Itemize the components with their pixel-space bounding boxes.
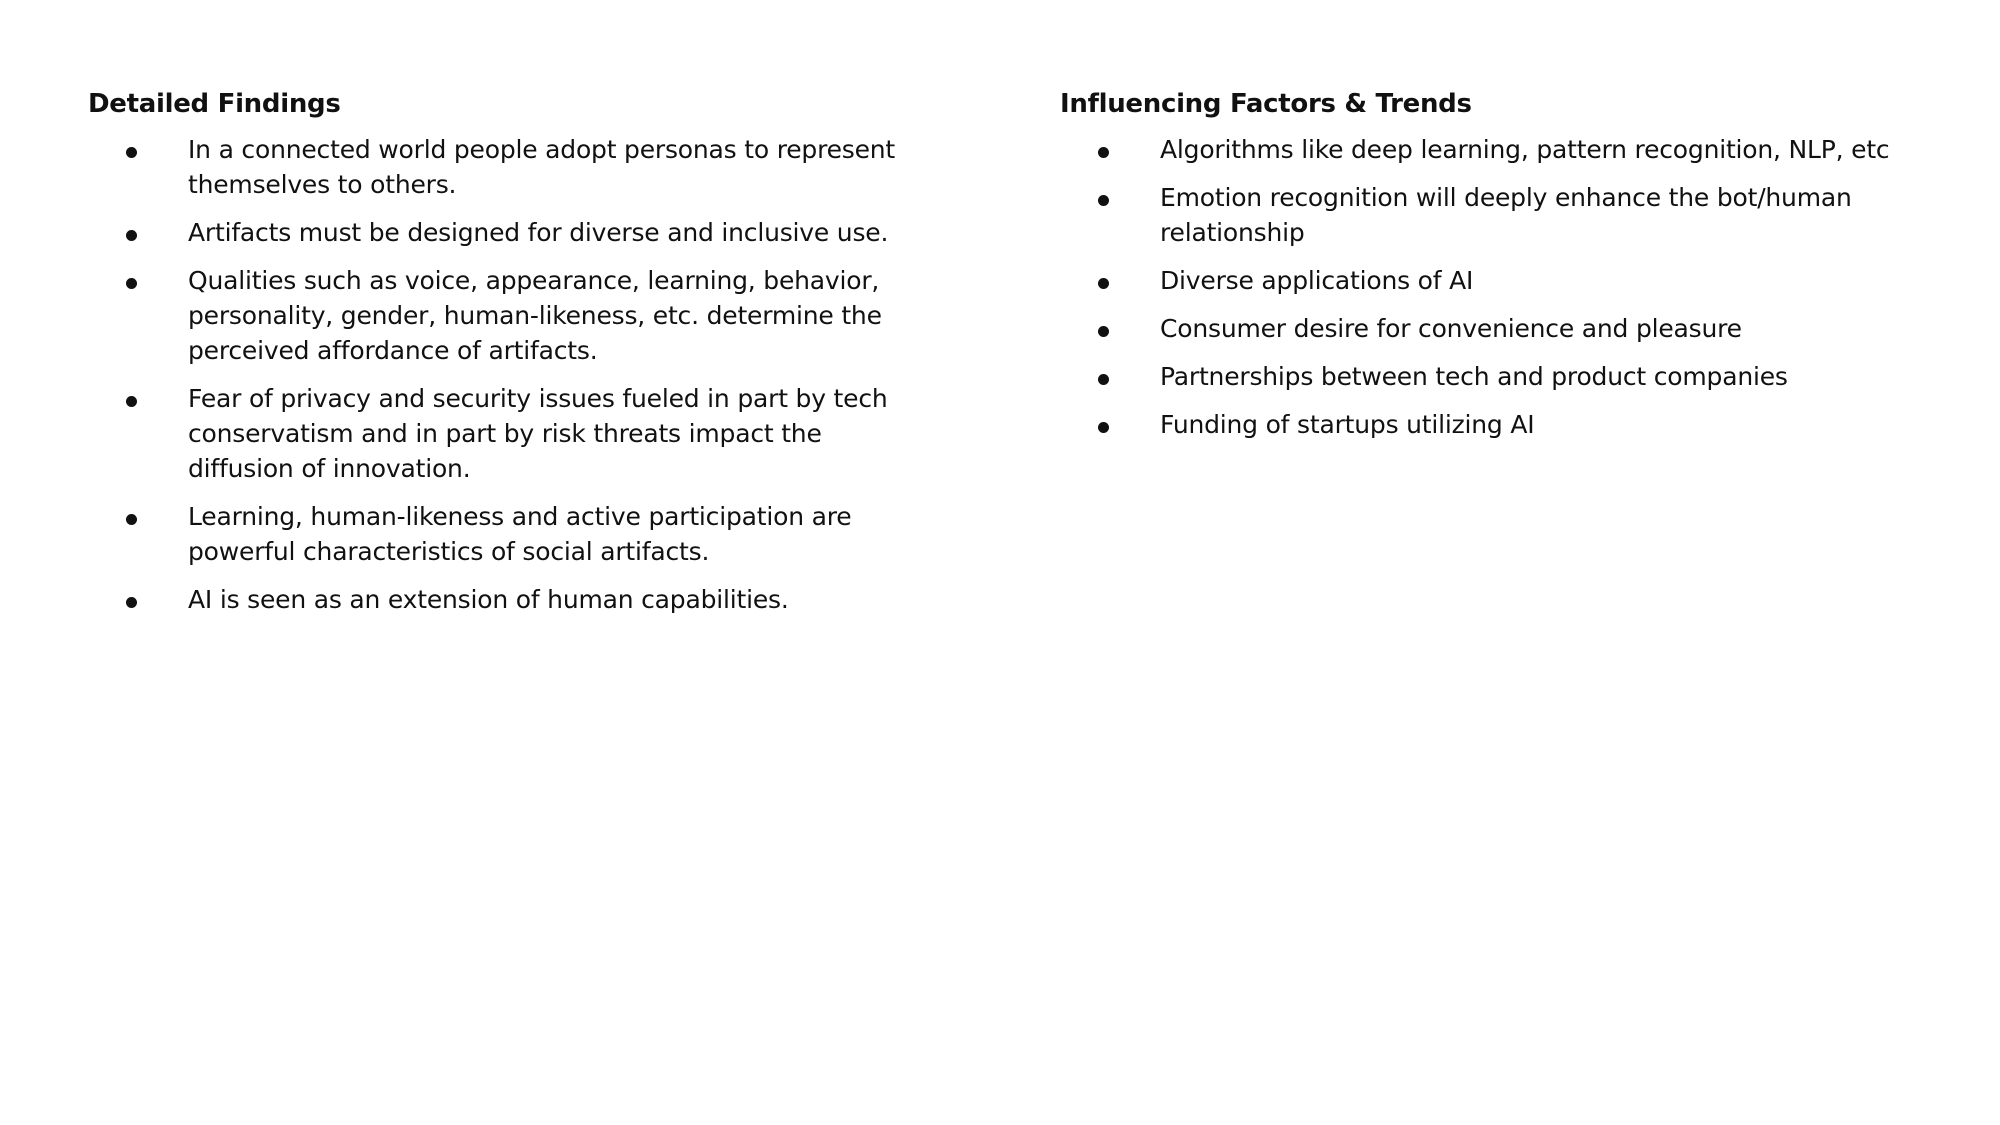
list-item-text: Partnerships between tech and product companies	[1160, 362, 1788, 391]
list-item	[1060, 263, 1960, 298]
list-item	[1060, 180, 1960, 250]
list-item	[88, 381, 928, 486]
list-item	[1060, 407, 1960, 442]
detailed-findings-heading: Detailed Findings	[88, 89, 341, 119]
bullet-icon	[1098, 195, 1109, 206]
list-item	[1060, 359, 1960, 394]
influencing-factors-heading: Influencing Factors & Trends	[1060, 89, 1472, 119]
list-item	[1060, 132, 1960, 167]
list-item	[88, 215, 928, 250]
list-item-text: AI is seen as an extension of human capabilities.	[188, 585, 789, 614]
detailed-findings-list	[88, 132, 988, 617]
influencing-factors-section	[1060, 86, 1960, 455]
list-item-text: Fear of privacy and security issues fueled in part by tech conservatism and in part by risk threats impact the diffusion of innovation.	[188, 384, 888, 483]
bullet-icon	[1098, 278, 1109, 289]
list-item	[88, 499, 928, 569]
list-item	[88, 582, 928, 617]
list-item-text: Funding of startups utilizing AI	[1160, 410, 1535, 439]
bullet-icon	[1098, 326, 1109, 337]
list-item-text: Algorithms like deep learning, pattern recognition, NLP, etc	[1160, 135, 1890, 164]
bullet-icon	[1098, 374, 1109, 385]
list-item-text: Artifacts must be designed for diverse and inclusive use.	[188, 218, 889, 247]
bullet-icon	[126, 597, 137, 608]
bullet-icon	[126, 396, 137, 407]
list-item-text: Qualities such as voice, appearance, learning, behavior, personality, gender, human-likeness, etc. determine the perceived affordance of artifacts.	[188, 266, 882, 365]
bullet-icon	[126, 230, 137, 241]
list-item	[1060, 311, 1960, 346]
bullet-icon	[126, 514, 137, 525]
influencing-factors-list	[1060, 132, 1960, 442]
list-item-text: In a connected world people adopt personas to represent themselves to others.	[188, 135, 896, 199]
bullet-icon	[126, 147, 137, 158]
list-item-text: Learning, human-likeness and active participation are powerful characteristics of social artifacts.	[188, 502, 852, 566]
bullet-icon	[1098, 422, 1109, 433]
bullet-icon	[1098, 147, 1109, 158]
list-item-text: Emotion recognition will deeply enhance the bot/human relationship	[1160, 183, 1852, 247]
list-item	[88, 132, 928, 202]
list-item-text: Diverse applications of AI	[1160, 266, 1474, 295]
detailed-findings-section	[88, 86, 988, 630]
list-item-text: Consumer desire for convenience and pleasure	[1160, 314, 1742, 343]
list-item	[88, 263, 928, 368]
bullet-icon	[126, 278, 137, 289]
